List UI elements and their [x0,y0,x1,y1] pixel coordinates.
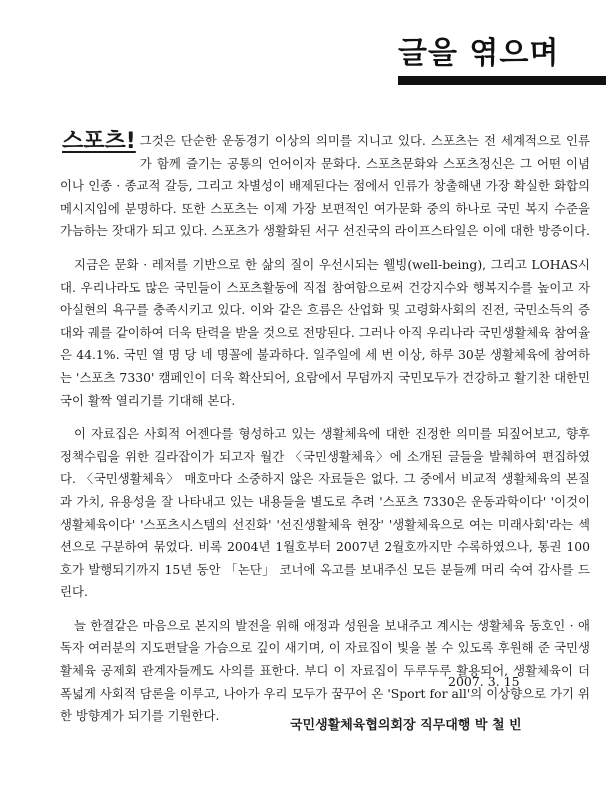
paragraph-3: 이 자료집은 사회적 어젠다를 형성하고 있는 생활체육에 대한 진정한 의미를 되짚어보고, 향후 정책수립을 위한 길라잡이가 되고자 월간 〈국민생활체육〉에 소개된 글들을 발췌하여 편집하였다. 〈국민생활체육〉 매호마다 소중하지 않은 자료들은 없다. 그 중에서 비교적 생활체육의 본질과 가치, 유용성을 잘 나타내고 있는 내용들을 별도로 추려 '스포츠 7330은 운동과학이다' '이것이 생활체육이다' '스포츠시스템의 선진화' '선진생활체육 현장' '생활체육으로 여는 미래사회'라는 섹션으로 구분하여 묶었다. 비록 2004년 1월호부터 2007년 2월호까지만 수록하였으나, 통권 100호가 발행되기까지 15년 동안 「논단」 코너에 옥고를 보내주신 모든 분들께 머리 숙여 감사를 드린다. [60,426,590,600]
paragraph-1 [60,130,590,243]
title-underline [398,76,606,85]
paragraph-1-text: 그것은 단순한 운동경기 이상의 의미를 지니고 있다. 스포츠는 전 세계적으로 인류가 함께 즐기는 공통의 언어이자 문화다. 스포츠문화와 스포츠정신은 그 어떤 이념이나 인종 · 종교적 갈등, 그리고 차별성이 배제된다는 점에서 인류가 창출해낸 가장 확실한 화합의 메시지임에 분명하다. 또한 스포츠는 이제 가장 보편적인 여가문화 중의 하나로 국민 복지 수준을 가늠하는 잣대가 되고 있다. 스포츠가 생활화된 서구 선진국의 라이프스타일은 이에 대한 방증이다. [60,133,590,239]
lead-word: 스포츠! [62,129,136,154]
paragraph-2: 지금은 문화 · 레저를 기반으로 한 삶의 질이 우선시되는 웰빙(well-being), 그리고 LOHAS시대. 우리나라도 많은 국민들이 스포츠활동에 직접 참여함으로써 건강지수와 행복지수를 높이고 자아실현의 욕구를 충족시키고 있다. 이와 같은 흐름은 산업화 및 고령화사회의 진전, 국민소득의 증대와 궤를 같이하여 더욱 탄력을 받을 것으로 전망된다. 그러나 아직 우리나라 국민생활체육 참여율은 44.1%. 국민 열 명 당 네 명꼴에 불과하다. 일주일에 세 번 이상, 하루 30분 생활체육에 참여하는 '스포츠 7330' 캠페인이 더욱 확산되어, 요람에서 무덤까지 국민모두가 건강하고 활기찬 대한민국이 활짝 열리기를 기대해 본다. [60,256,590,408]
page-title: 글을 엮으며 [398,36,560,71]
paragraph-4: 늘 한결같은 마음으로 본지의 발전을 위해 애정과 성원을 보내주고 계시는 생활체육 동호인 · 애독자 여러분의 지도편달을 가슴으로 깊이 새기며, 이 자료집이 빛을 볼 수 있도록 후원해 준 국민생활체육 공제회 관계자들께도 사의를 표한다. 부디 이 자료집이 두루두루 활용되어, 생활체육이 더 폭넓게 사회적 담론을 이루고, 나아가 우리 모두가 꿈꾸어 온 'Sport for all'의 이상향으로 가기 위한 방향계가 되기를 기원한다. [60,617,590,724]
document-body [60,130,590,739]
document-date: 2007. 3. 15 [448,674,520,689]
title-block [398,36,606,85]
signature: 국민생활체육협의회장 직무대행 박 철 빈 [290,718,522,733]
